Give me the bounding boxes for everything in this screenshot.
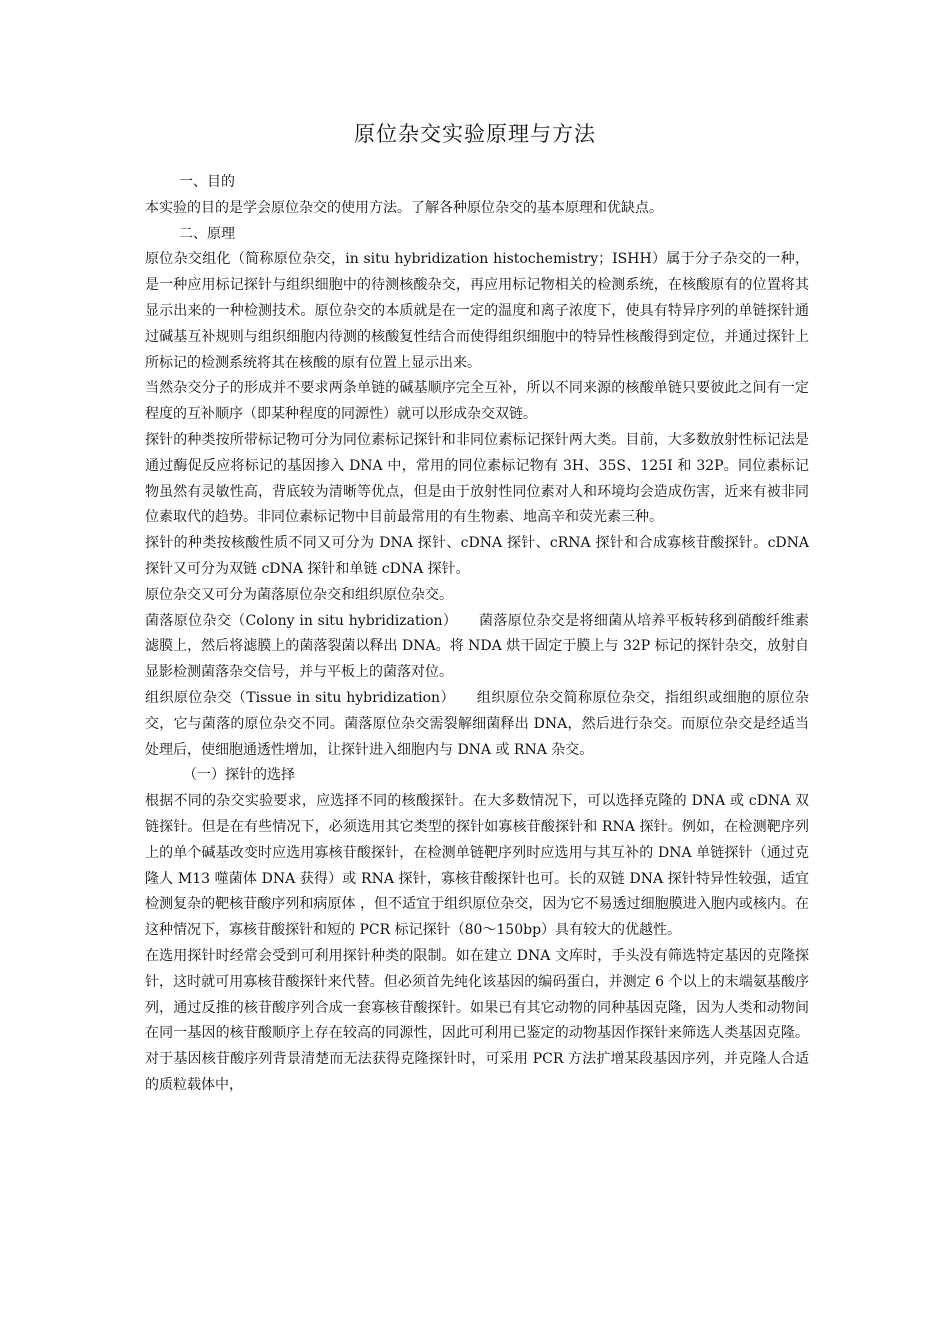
paragraph-probe-labels: 探针的种类按所带标记物可分为同位素标记探针和非同位素标记探针两大类。目前，大多数放射性标记法是通过酶促反应将标记的基因掺入 DNA 中，常用的同位素标记物有 3H、35S、125I 和 32P。同位素标记物虽然有灵敏性高，背底较为清晰等优点，但是由于放射性同位素对人和环境均会造成伤害，近来有被非同位素取代的趋势。非同位素标记物中目前最常用的有生物素、地高辛和荧光素三种。 bbox=[145, 431, 809, 526]
paragraph-probe-selection: 根据不同的杂交实验要求，应选择不同的核酸探针。在大多数情况下，可以选择克隆的 DNA 或 cDNA 双链探针。但是在有些情况下，必须选用其它类型的探针如寡核苷酸探针和 RNA 探针。例如，在检测靶序列上的单个碱基改变时应选用寡核苷酸探针，在检测单链靶序列时应选用与其互补的 DNA 单链探针（通过克隆人 M13 噬菌体 DNA 获得）或 RNA 探针，寡核苷酸探针也可。长的双链 DNA 探针特异性较强，适宜检测复杂的靶核苷酸序列和病原体 ，但不适宜于组织原位杂交，因为它不易透过细胞膜进入胞内或核内。在这种情况下，寡核苷酸探针和短的 PCR 标记探针（80～150bp）具有较大的优越性。 bbox=[145, 793, 809, 939]
section-heading-principle: 二、原理 bbox=[179, 225, 235, 242]
paragraph-hybrid-formation: 当然杂交分子的形成并不要求两条单链的碱基顺序完全互补，所以不同来源的核酸单链只要彼此之间有一定程度的互补顺序（即某种程度的同源性）就可以形成杂交双链。 bbox=[145, 380, 809, 423]
subsection-heading-probe-selection: （一）探针的选择 bbox=[183, 767, 295, 784]
section-heading-purpose: 一、目的 bbox=[179, 174, 235, 190]
paragraph-tissue-hybridization: 组织原位杂交（Tissue in situ hybridization） 组织原位杂交简称原位杂交，指组织或细胞的原位杂交，它与菌落的原位杂交不同。菌落原位杂交需裂解细菌释出 DNA，然后进行杂交。而原位杂交是经适当处理后，使细胞通透性增加，让探针进入细胞内与 DNA 或 RNA 杂交。 bbox=[145, 689, 809, 758]
paragraph-ishh-definition: 原位杂交组化（简称原位杂交，in situ hybridization histochemistry；ISHH）属于分子杂交的一种，是一种应用标记探针与组织细胞中的待测核酸杂交，再应用标记物相关的检测系统，在核酸原有的位置将其显示出来的一种检测技术。原位杂交的本质就是在一定的温度和离子浓度下，使具有特异序列的单链探针通过碱基互补规则与组织细胞内待测的核酸复性结合而使得组织细胞中的特异性核酸得到定位，并通过探针上所标记的检测系统将其在核酸的原有位置上显示出来。 bbox=[145, 251, 809, 371]
paragraph-hybridization-kinds: 原位杂交又可分为菌落原位杂交和组织原位杂交。 bbox=[145, 586, 453, 603]
paragraph-colony-hybridization: 菌落原位杂交（Colony in situ hybridization） 菌落原位杂交是将细菌从培养平板转移到硝酸纤维素滤膜上，然后将滤膜上的菌落裂菌以释出 DNA。将 NDA 烘干固定于膜上与 32P 标记的探针杂交，放射自显影检测菌落杂交信号，并与平板上的菌落对位。 bbox=[145, 612, 809, 681]
paragraph-probe-availability: 在选用探针时经常会受到可利用探针种类的限制。如在建立 DNA 文库时，手头没有筛选特定基因的克隆探针，这时就可用寡核苷酸探针来代替。但必须首先纯化该基因的编码蛋白，并测定 6 个以上的末端氨基酸序列，通过反推的核苷酸序列合成一套寡核苷酸探针。如果已有其它动物的同种基因克隆，因为人类和动物间在同一基因的核苷酸顺序上存在较高的同源性，因此可利用已鉴定的动物基因作探针来筛选人类基因克隆。对于基因核苷酸序列背景清楚而无法获得克隆探针时，可采用 PCR 方法扩增某段基因序列，并克隆人合适的质粒载体中， bbox=[145, 947, 809, 1093]
paragraph-probe-nucleic-types: 探针的种类按核酸性质不同又可分为 DNA 探针、cDNA 探针、cRNA 探针和合成寡核苷酸探针。cDNA 探针又可分为双链 cDNA 探针和单链 cDNA 探针。 bbox=[145, 535, 809, 577]
document-body bbox=[145, 170, 809, 1099]
paragraph-purpose: 本实验的目的是学会原位杂交的使用方法。了解各种原位杂交的基本原理和优缺点。 bbox=[145, 199, 663, 216]
document-title: 原位杂交实验原理与方法 bbox=[354, 122, 596, 146]
